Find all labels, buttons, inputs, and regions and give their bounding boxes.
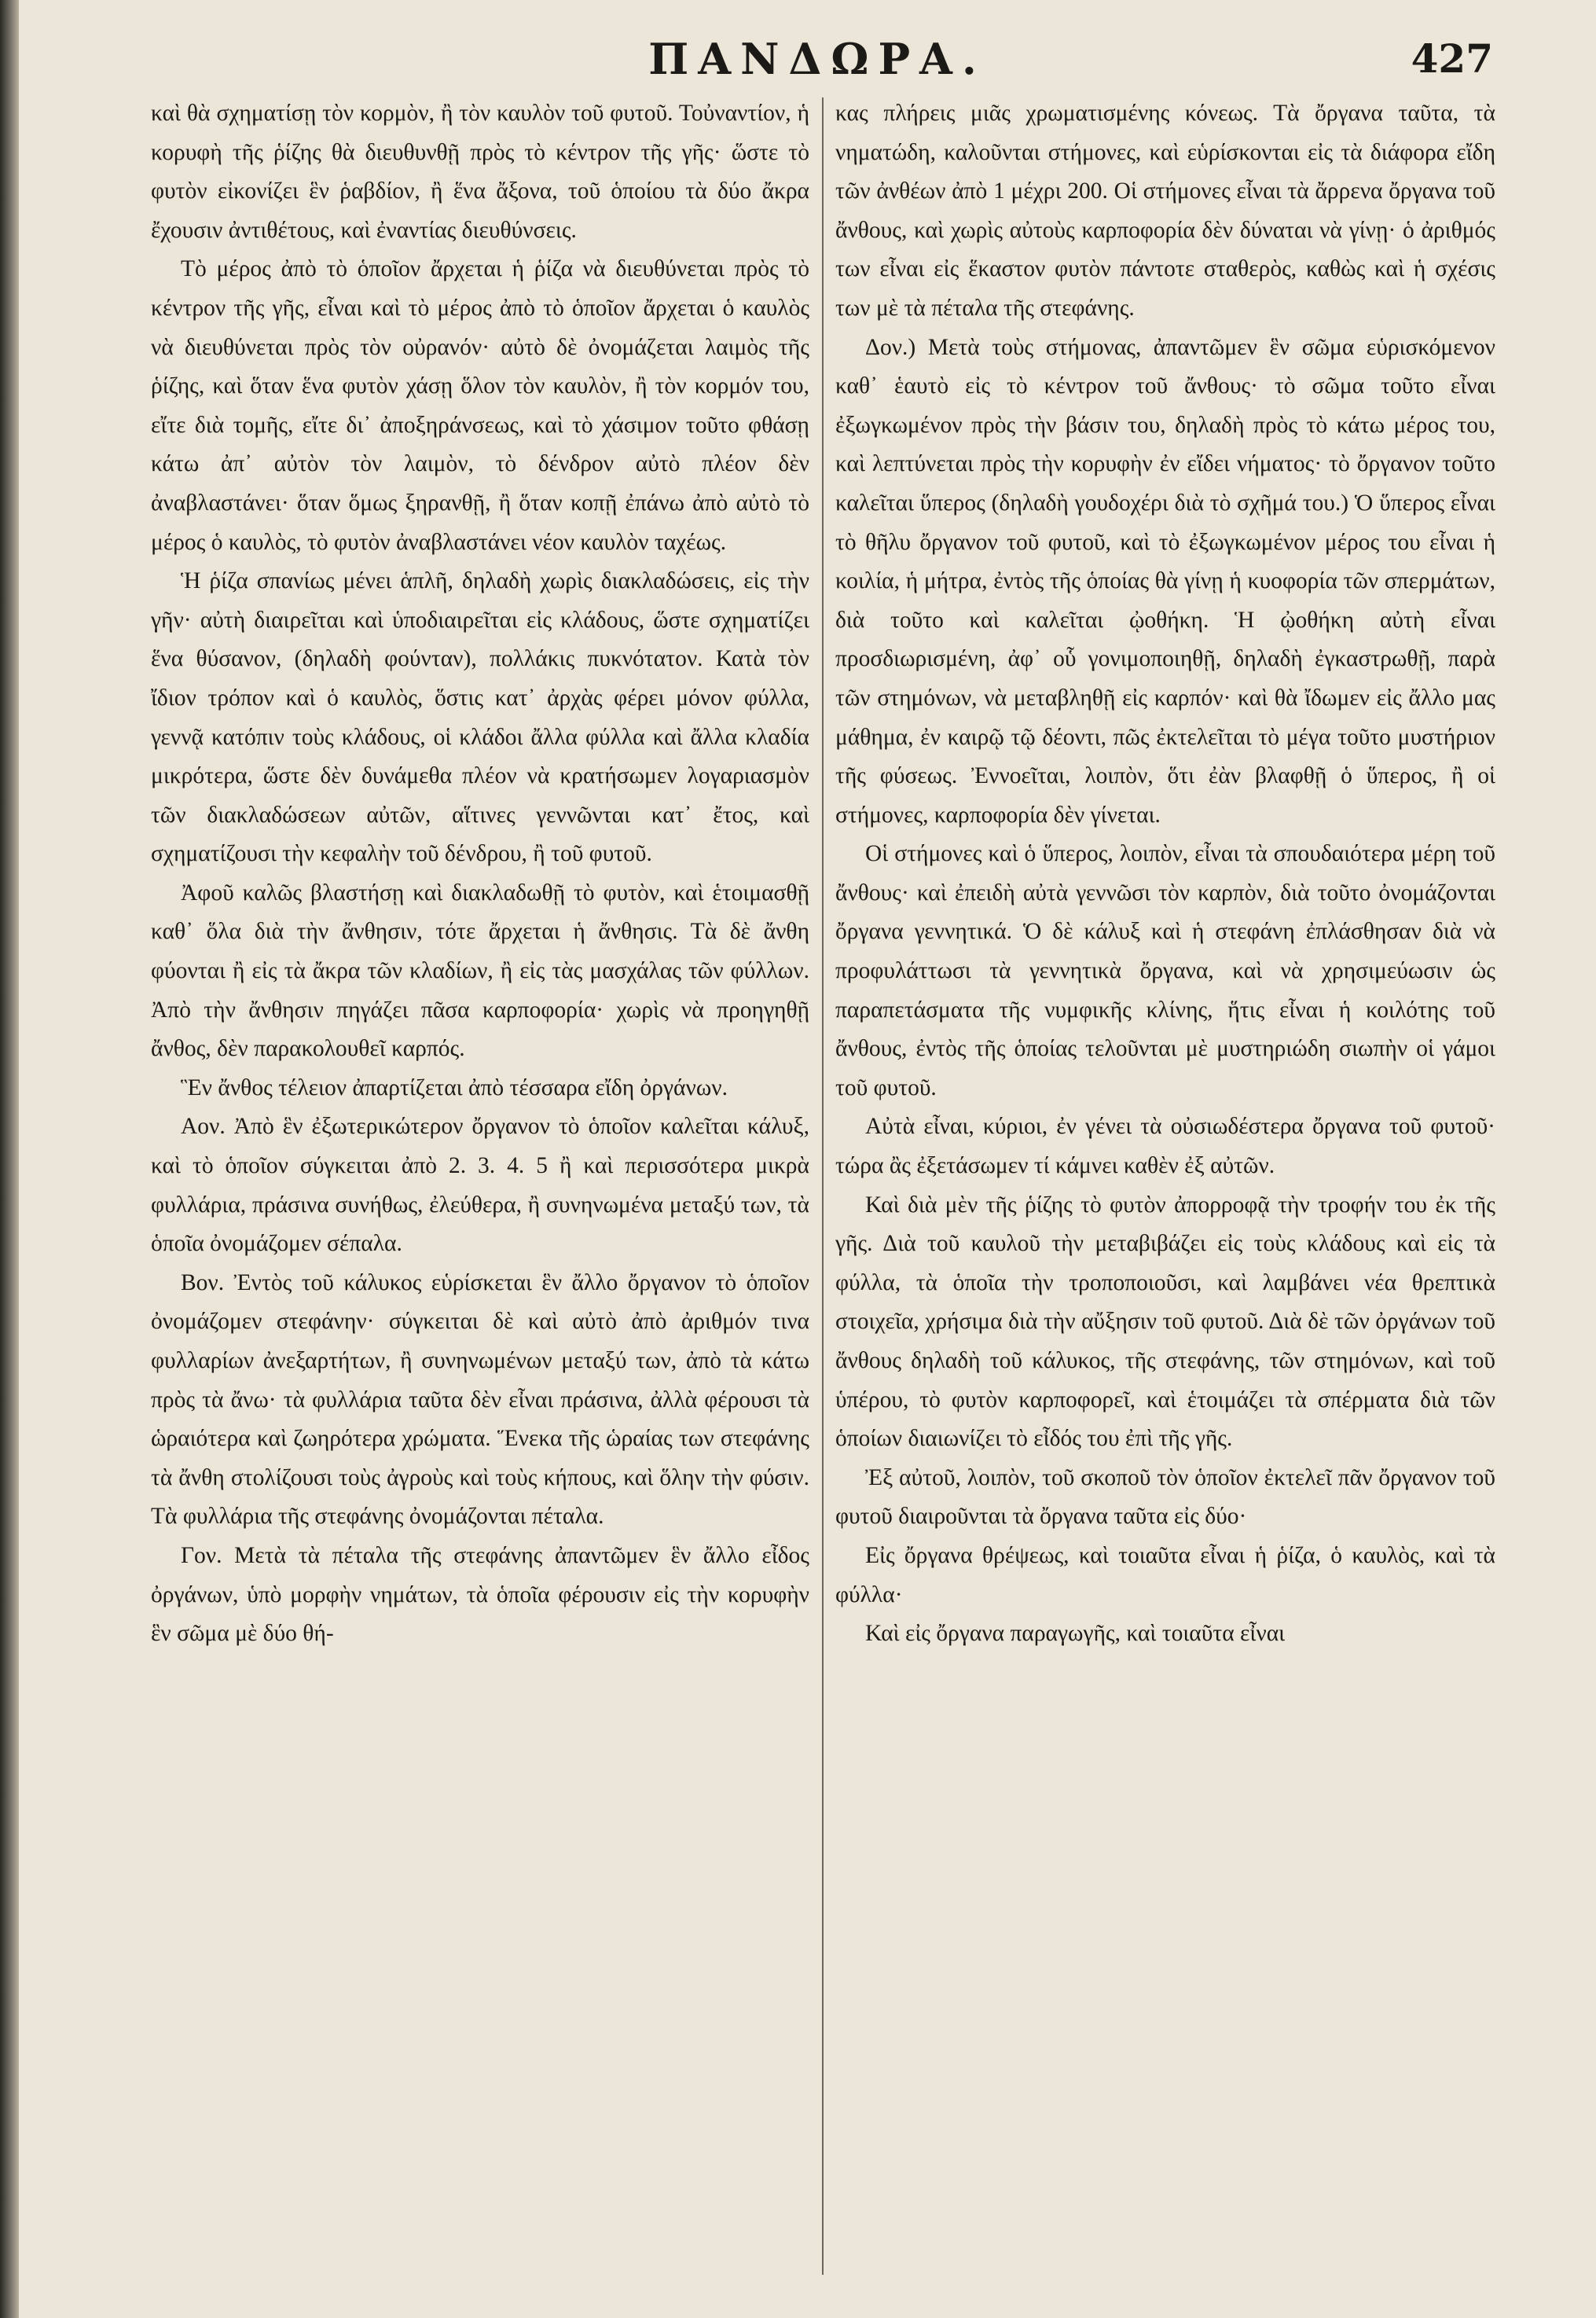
running-title: ΠΑΝΔΩΡΑ. [648,34,986,84]
paragraph: Καὶ εἰς ὄργανα παραγωγῆς, καὶ τοιαῦτα εἶναι [865,1621,1286,1647]
paragraph: Ἀφοῦ καλῶς βλαστήσῃ καὶ διακλαδωθῇ τὸ φυτὸν, καὶ ἑτοιμασθῇ καθ᾽ ὅλα διὰ τὴν ἄνθησιν, τότε ἄρχεται ἡ ἄνθησις. Τὰ δὲ ἄνθη φύονται ἢ εἰς τὰ ἄκρα τῶν κλαδίων, ἢ εἰς τὰς μασχάλας τῶν φύλλων. Ἀπὸ τὴν ἄνθησιν πηγάζει πᾶσα καρποφορία· χωρὶς νὰ προηγηθῇ ἄνθος, δὲν παρακολουθεῖ καρπός. [151,880,809,1062]
paragraph: Γον. Μετὰ τὰ πέταλα τῆς στεφάνης ἀπαντῶμεν ἓν ἄλλο εἶδος ὀργάνων, ὑπὸ μορφὴν νημάτων, τὰ ὁποῖα φέρουσιν εἰς τὴν κορυφὴν ἓν σῶμα μὲ δύο θή- [151,1542,809,1647]
page-binding-edge [0,0,19,2318]
column-divider [822,97,824,2275]
paragraph: Ἐξ αὐτοῦ, λοιπὸν, τοῦ σκοποῦ τὸν ὁποῖον ἐκτελεῖ πᾶν ὄργανον τοῦ φυτοῦ διαιροῦνται τὰ ὄργανα ταῦτα εἰς δύο· [835,1464,1495,1530]
page-number: 427 [1411,35,1493,82]
paragraph: Βον. Ἐντὸς τοῦ κάλυκος εὑρίσκεται ἓν ἄλλο ὄργανον τὸ ὁποῖον ὀνομάζομεν στεφάνην· σύγκειται δὲ καὶ αὐτὸ ἀπὸ ἀριθμόν τινα φυλλαρίων ἀνεξαρτήτων, ἢ συνηνωμένων μεταξύ των, ἀπὸ τὰ κάτω πρὸς τὰ ἄνω· τὰ φυλλάρια ταῦτα δὲν εἶναι πράσινα, ἀλλὰ φέρουσι τὰ ὡραιότερα καὶ ζωηρότερα χρώματα. Ἕνεκα τῆς ὡραίας των στεφάνης τὰ ἄνθη στολίζουσι τοὺς ἀγροὺς καὶ τοὺς κήπους, καὶ ὅλην τὴν φύσιν. Τὰ φυλλάρια τῆς στεφάνης ὀνομάζονται πέταλα. [151,1269,809,1530]
paragraph: Ἡ ῥίζα σπανίως μένει ἁπλῆ, δηλαδὴ χωρὶς διακλαδώσεις, εἰς τὴν γῆν· αὐτὴ διαιρεῖται καὶ ὑποδιαιρεῖται εἰς κλάδους, ὥστε σχηματίζει ἕνα θύσανον, (δηλαδὴ φούνταν), πολλάκις πυκνότατον. Κατὰ τὸν ἴδιον τρόπον καὶ ὁ καυλὸς, ὅστις κατ᾽ ἀρχὰς φέρει μόνον φύλλα, γεννᾷ κατόπιν τοὺς κλάδους, οἱ κλάδοι ἄλλα φύλλα καὶ ἄλλα κλαδία μικρότερα, ὥστε δὲν δυνάμεθα πλέον νὰ κρατήσωμεν λογαριασμὸν τῶν διακλαδώσεων αὐτῶν, αἵτινες γεννῶνται κατ᾽ ἔτος, καὶ σχηματίζουσι τὴν κεφαλὴν τοῦ δένδρου, ἢ τοῦ φυτοῦ. [151,568,809,867]
left-column [151,94,809,2295]
paragraph: Δον.) Μετὰ τοὺς στήμονας, ἀπαντῶμεν ἓν σῶμα εὑρισκόμενον καθ᾽ ἑαυτὸ εἰς τὸ κέντρον τοῦ ἄνθους· τὸ σῶμα τοῦτο εἶναι ἐξωγκωμένον πρὸς τὴν βάσιν του, δηλαδὴ πρὸς τὸ κάτω μέρος του, καὶ λεπτύνεται πρὸς τὴν κορυφὴν ἐν εἴδει νήματος· τὸ ὄργανον τοῦτο καλεῖται ὕπερος (δηλαδὴ γουδοχέρι διὰ τὸ σχῆμά του.) Ὁ ὕπερος εἶναι τὸ θῆλυ ὄργανον τοῦ φυτοῦ, καὶ τὸ ἐξωγκωμένον μέρος του εἶναι ἡ κοιλία, ἡ μήτρα, ἐντὸς τῆς ὁποίας θὰ γίνῃ ἡ κυοφορία τῶν σπερμάτων, διὰ τοῦτο καὶ καλεῖται ᾠοθήκη. Ἡ ᾠοθήκη αὐτὴ εἶναι προσδιωρισμένη, ἀφ᾽ οὗ γονιμοποιηθῇ, δηλαδὴ ἐγκαστρωθῇ, παρὰ τῶν στημόνων, νὰ μεταβληθῇ εἰς καρπόν· καὶ θὰ ἴδωμεν εἰς ἄλλο μας μάθημα, ἐν καιρῷ τῷ δέοντι, πῶς ἐκτελεῖται τὸ μέγα τοῦτο μυστήριον τῆς φύσεως. Ἐννοεῖται, λοιπὸν, ὅτι ἐὰν βλαφθῇ ὁ ὕπερος, ἢ οἱ στήμονες, καρποφορία δὲν γίνεται. [835,334,1495,828]
page-header [141,31,1493,86]
paragraph: Εἰς ὄργανα θρέψεως, καὶ τοιαῦτα εἶναι ἡ ῥίζα, ὁ καυλὸς, καὶ τὰ φύλλα· [835,1542,1495,1607]
paragraph: Ἓν ἄνθος τέλειον ἀπαρτίζεται ἀπὸ τέσσαρα εἴδη ὀργάνων. [181,1075,728,1100]
right-column [835,94,1495,2295]
paragraph: Αον. Ἀπὸ ἓν ἐξωτερικώτερον ὄργανον τὸ ὁποῖον καλεῖται κάλυξ, καὶ τὸ ὁποῖον σύγκειται ἀπὸ 2. 3. 4. 5 ἢ καὶ περισσότερα μικρὰ φυλλάρια, πράσινα συνήθως, ἐλεύθερα, ἢ συνηνωμένα μεταξύ των, τὰ ὁποῖα ὀνομάζομεν σέπαλα. [151,1114,809,1257]
paragraph: Οἱ στήμονες καὶ ὁ ὕπερος, λοιπὸν, εἶναι τὰ σπουδαιότερα μέρη τοῦ ἄνθους· καὶ ἐπειδὴ αὐτὰ γεννῶσι τὸν καρπὸν, διὰ τοῦτο ὀνομάζονται ὄργανα γεννητικά. Ὁ δὲ κάλυξ καὶ ἡ στεφάνη ἐπλάσθησαν διὰ νὰ προφυλάττωσι τὰ γεννητικὰ ὄργανα, καὶ νὰ χρησιμεύωσιν ὡς παραπετάσματα τῆς νυμφικῆς κλίνης, ἥτις εἶναι ἡ κοιλότης τοῦ ἄνθους, ἐντὸς τῆς ὁποίας τελοῦνται μὲ μυστηριώδη σιωπὴν οἱ γάμοι τοῦ φυτοῦ. [835,841,1495,1100]
paragraph: Τὸ μέρος ἀπὸ τὸ ὁποῖον ἄρχεται ἡ ῥίζα νὰ διευθύνεται πρὸς τὸ κέντρον τῆς γῆς, εἶναι καὶ τὸ μέρος ἀπὸ τὸ ὁποῖον ἄρχεται ὁ καυλὸς νὰ διευθύνεται πρὸς τὸν οὐρανόν· αὐτὸ δὲ ὀνομάζεται λαιμὸς τῆς ῥίζης, καὶ ὅταν ἕνα φυτὸν χάσῃ ὅλον τὸν καυλὸν, ἢ τὸν κορμόν του, εἴτε διὰ τομῆς, εἴτε δι᾽ ἀποξηράνσεως, καὶ τὸ χάσιμον τοῦτο φθάσῃ κάτω ἀπ᾽ αὐτὸν τὸν λαιμὸν, τὸ δένδρον αὐτὸ πλέον δὲν ἀναβλαστάνει· ὅταν ὅμως ξηρανθῇ, ἢ ὅταν κοπῇ ἐπάνω ἀπὸ αὐτὸ τὸ μέρος ὁ καυλὸς, τὸ φυτὸν ἀναβλαστάνει νέον καυλὸν ταχέως. [151,256,809,555]
paragraph: Καὶ διὰ μὲν τῆς ῥίζης τὸ φυτὸν ἀπορροφᾷ τὴν τροφήν του ἐκ τῆς γῆς. Διὰ τοῦ καυλοῦ τὴν μεταβιβάζει εἰς τοὺς κλάδους καὶ εἰς τὰ φύλλα, τὰ ὁποῖα τὴν τροποποιοῦσι, καὶ λαμβάνει νέα θρεπτικὰ στοιχεῖα, χρήσιμα διὰ τὴν αὔξησιν τοῦ φυτοῦ. Διὰ δὲ τῶν ὀργάνων τοῦ ἄνθους δηλαδὴ τοῦ κάλυκος, τῆς στεφάνης, τῶν στημόνων, καὶ τοῦ ὑπέρου, τὸ φυτὸν καρποφορεῖ, καὶ ἑτοιμάζει τὰ σπέρματα διὰ τῶν ὁποίων διαιωνίζει τὸ εἶδός του ἐπὶ τῆς γῆς. [835,1192,1495,1452]
paragraph: καὶ θὰ σχηματίσῃ τὸν κορμὸν, ἢ τὸν καυλὸν τοῦ φυτοῦ. Τοὐναντίον, ἡ κορυφὴ τῆς ῥίζης θὰ διευθυνθῇ πρὸς τὸ κέντρον τῆς γῆς· ὥστε τὸ φυτὸν εἰκονίζει ἓν ῥαβδίον, ἢ ἕνα ἄξονα, τοῦ ὁποίου τὰ δύο ἄκρα ἔχουσιν ἀντιθέτους, καὶ ἐναντίας διευθύνσεις. [151,101,809,243]
paragraph: κας πλήρεις μιᾶς χρωματισμένης κόνεως. Τὰ ὄργανα ταῦτα, τὰ νηματώδη, καλοῦνται στήμονες, καὶ εὑρίσκονται εἰς τὰ διάφορα εἴδη τῶν ἀνθέων ἀπὸ 1 μέχρι 200. Οἱ στήμονες εἶναι τὰ ἄρρενα ὄργανα τοῦ ἄνθους, καὶ χωρὶς αὐτοὺς καρποφορία δὲν δύναται νὰ γίνῃ· ὁ ἀριθμός των εἶναι εἰς ἕκαστον φυτὸν πάντοτε σταθερὸς, καθὼς καὶ ἡ σχέσις των μὲ τὰ πέταλα τῆς στεφάνης. [835,101,1495,321]
paragraph: Αὐτὰ εἶναι, κύριοι, ἐν γένει τὰ οὐσιωδέστερα ὄργανα τοῦ φυτοῦ· τώρα ἂς ἐξετάσωμεν τί κάμνει καθὲν ἐξ αὐτῶν. [835,1114,1495,1179]
